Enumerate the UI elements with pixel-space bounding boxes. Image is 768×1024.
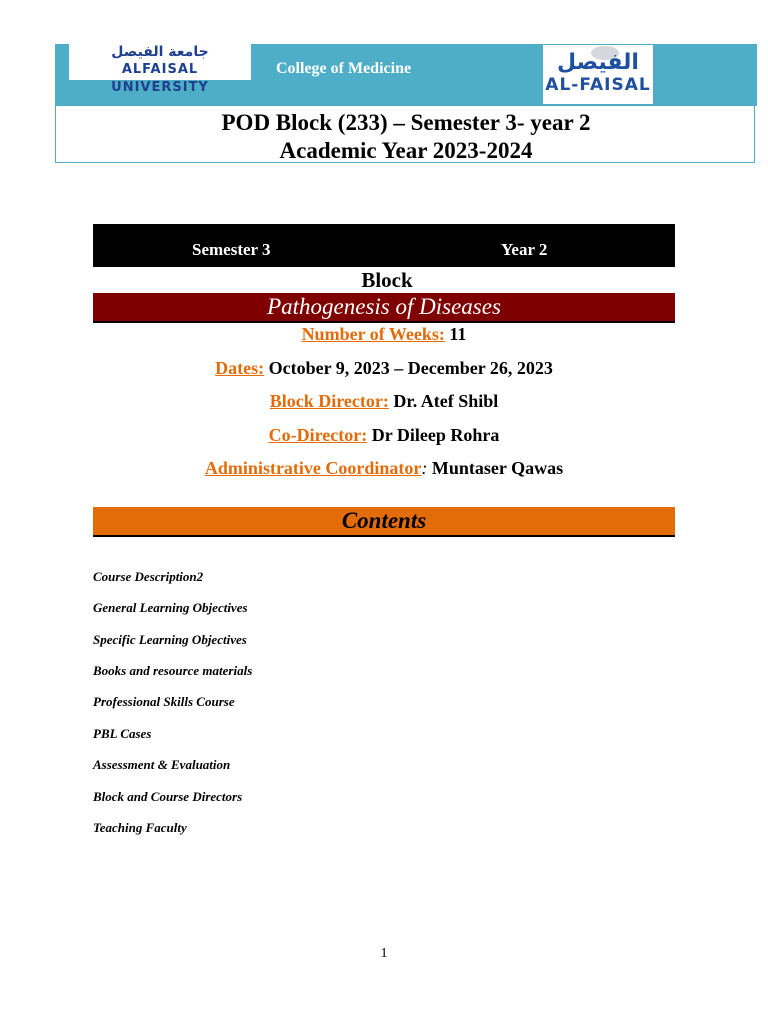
alfaisal-emblem-logo <box>543 45 653 104</box>
toc-item[interactable]: Teaching Faculty <box>93 820 187 835</box>
logo-latin-text: ALFAISAL UNIVERSITY <box>111 62 209 95</box>
coordinator-line <box>93 457 675 479</box>
toc-item[interactable]: Block and Course Directors <box>93 789 243 804</box>
toc-item[interactable]: Professional Skills Course <box>93 694 235 709</box>
codirector-line <box>93 424 675 446</box>
weeks-value: 11 <box>449 324 467 344</box>
contents-heading: Contents <box>93 507 675 537</box>
year-label: Year 2 <box>501 240 548 259</box>
academic-year: Academic Year 2023-2024 <box>279 138 533 163</box>
weeks-label: Number of Weeks: <box>301 324 445 344</box>
weeks-line <box>93 323 675 345</box>
page-number: 1 <box>380 946 388 961</box>
block-name: Pathogenesis of Diseases <box>93 293 675 323</box>
college-name: College of Medicine <box>276 60 412 77</box>
dates-line <box>93 357 675 379</box>
emblem-arabic-text: الفيصل <box>557 50 639 75</box>
toc-item[interactable]: Specific Learning Objectives <box>93 632 247 647</box>
director-label: Block Director: <box>269 391 389 411</box>
alfaisal-university-logo <box>69 44 251 95</box>
semester-label: Semester 3 <box>192 240 271 259</box>
coordinator-value: Muntaser Qawas <box>431 458 564 478</box>
document-title: POD Block (233) – Semester 3- year 2 <box>221 110 591 135</box>
director-value: Dr. Atef Shibl <box>393 391 499 411</box>
toc-item[interactable]: General Learning Objectives <box>93 600 248 615</box>
director-line <box>93 390 675 412</box>
block-label: Block <box>361 268 413 292</box>
logo-arabic-text: جامعة الفيصل <box>111 44 209 60</box>
dates-label: Dates: <box>215 358 265 378</box>
semester-bar <box>93 224 675 267</box>
toc-item[interactable]: PBL Cases <box>93 726 152 741</box>
coordinator-label: Administrative Coordinator <box>204 458 422 478</box>
emblem-latin-text: AL-FAISAL <box>545 75 651 95</box>
codirector-value: Dr Dileep Rohra <box>371 425 500 445</box>
codirector-label: Co-Director: <box>268 425 368 445</box>
coordinator-colon: : <box>421 458 428 478</box>
toc-item[interactable]: Course Description2 <box>93 569 204 584</box>
toc-item[interactable]: Assessment & Evaluation <box>93 757 231 772</box>
toc-item[interactable]: Books and resource materials <box>93 663 253 678</box>
dates-value: October 9, 2023 – December 26, 2023 <box>268 358 553 378</box>
